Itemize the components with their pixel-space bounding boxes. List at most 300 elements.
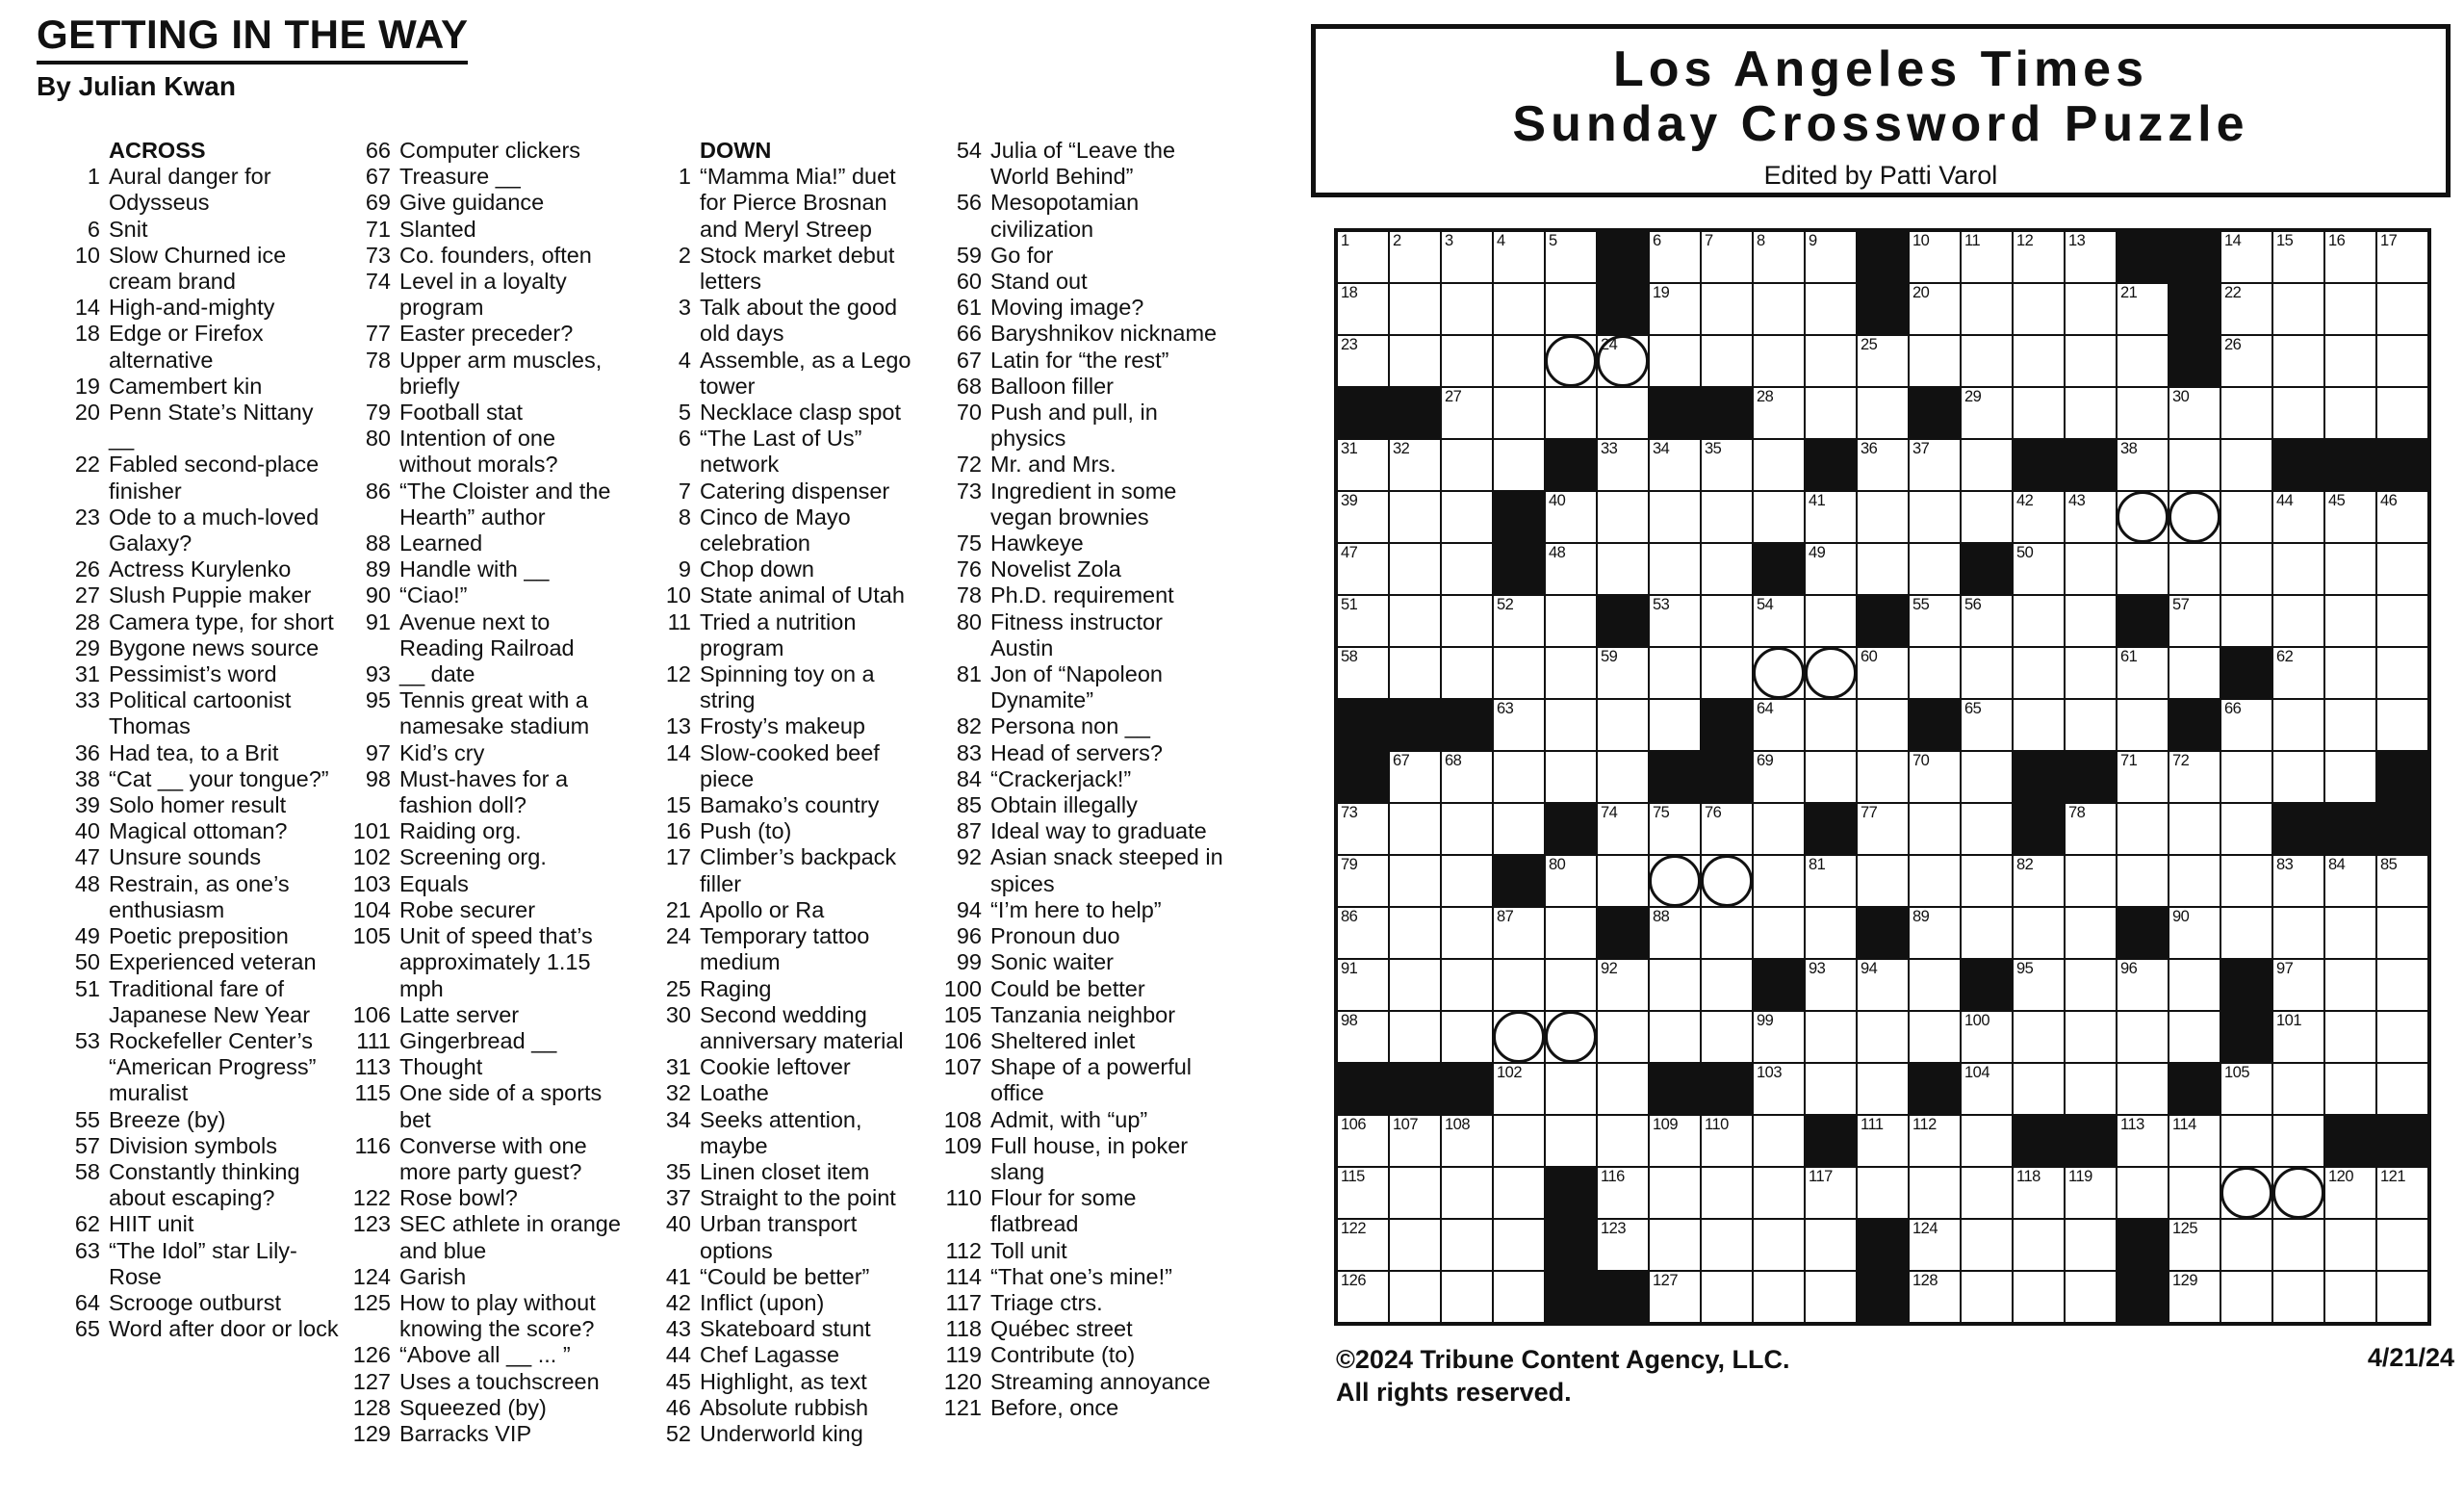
grid-cell[interactable] xyxy=(1598,1168,1648,1218)
grid-cell[interactable] xyxy=(2273,1012,2323,1062)
grid-cell[interactable] xyxy=(2273,232,2323,282)
grid-cell[interactable] xyxy=(2325,336,2375,386)
grid-cell[interactable] xyxy=(2377,1168,2427,1218)
grid-cell[interactable] xyxy=(1754,492,1804,542)
grid-cell[interactable] xyxy=(1494,1168,1544,1218)
grid-cell[interactable] xyxy=(1494,908,1544,958)
grid-cell[interactable] xyxy=(1910,1012,1960,1062)
grid-cell[interactable] xyxy=(1754,440,1804,490)
grid-cell[interactable] xyxy=(1494,336,1544,386)
grid-cell[interactable] xyxy=(2377,388,2427,438)
grid-cell[interactable] xyxy=(1494,752,1544,802)
grid-cell[interactable] xyxy=(1806,1220,1856,1270)
grid-cell[interactable] xyxy=(1390,752,1440,802)
grid-cell[interactable] xyxy=(1806,752,1856,802)
grid-cell[interactable] xyxy=(1858,388,1908,438)
grid-cell[interactable] xyxy=(2118,440,2168,490)
grid-cell[interactable] xyxy=(1338,960,1388,1010)
grid-cell[interactable] xyxy=(1338,544,1388,594)
grid-cell[interactable] xyxy=(1754,752,1804,802)
grid-cell[interactable] xyxy=(2118,544,2168,594)
grid-cell[interactable] xyxy=(1806,492,1856,542)
grid-cell[interactable] xyxy=(2377,1064,2427,1114)
grid-cell[interactable] xyxy=(1338,440,1388,490)
grid-cell[interactable] xyxy=(1598,388,1648,438)
grid-cell[interactable] xyxy=(1546,1064,1596,1114)
grid-cell[interactable] xyxy=(1442,1012,1492,1062)
grid-cell[interactable] xyxy=(2377,1272,2427,1322)
grid-cell[interactable] xyxy=(1910,440,1960,490)
grid-cell[interactable] xyxy=(2273,752,2323,802)
grid-cell[interactable] xyxy=(1910,908,1960,958)
grid-cell[interactable] xyxy=(1806,388,1856,438)
grid-cell[interactable] xyxy=(1910,1116,1960,1166)
grid-cell[interactable] xyxy=(1442,232,1492,282)
grid-cell[interactable] xyxy=(2221,544,2272,594)
grid-cell[interactable] xyxy=(1494,284,1544,334)
grid-cell[interactable] xyxy=(2066,1220,2116,1270)
grid-cell[interactable] xyxy=(1442,856,1492,906)
grid-cell[interactable] xyxy=(1390,336,1440,386)
grid-cell[interactable] xyxy=(1494,700,1544,750)
grid-cell[interactable] xyxy=(1702,596,1752,646)
grid-cell[interactable] xyxy=(1598,700,1648,750)
grid-cell[interactable] xyxy=(2066,700,2116,750)
grid-cell[interactable] xyxy=(1598,1012,1648,1062)
grid-cell[interactable] xyxy=(2169,1168,2220,1218)
grid-cell[interactable] xyxy=(1910,752,1960,802)
grid-cell[interactable] xyxy=(1858,1116,1908,1166)
grid-cell[interactable] xyxy=(2066,1064,2116,1114)
grid-cell[interactable] xyxy=(1910,960,1960,1010)
grid-cell[interactable] xyxy=(1962,1272,2012,1322)
grid-cell[interactable] xyxy=(2066,232,2116,282)
grid-cell[interactable] xyxy=(1338,596,1388,646)
grid-cell[interactable] xyxy=(2169,1220,2220,1270)
grid-cell[interactable] xyxy=(1390,1272,1440,1322)
grid-cell[interactable] xyxy=(1754,596,1804,646)
grid-cell[interactable] xyxy=(1338,1116,1388,1166)
grid-cell[interactable] xyxy=(1650,596,1700,646)
grid-cell[interactable] xyxy=(2169,804,2220,854)
grid-cell[interactable] xyxy=(2273,492,2323,542)
grid-cell[interactable] xyxy=(2066,1272,2116,1322)
grid-cell[interactable] xyxy=(1338,336,1388,386)
grid-cell[interactable] xyxy=(1962,492,2012,542)
grid-cell[interactable] xyxy=(2169,960,2220,1010)
grid-cell[interactable] xyxy=(1390,1116,1440,1166)
grid-cell[interactable] xyxy=(2066,648,2116,698)
grid-cell[interactable] xyxy=(1702,1272,1752,1322)
grid-cell[interactable] xyxy=(2118,1064,2168,1114)
grid-cell[interactable] xyxy=(2014,544,2064,594)
grid-cell[interactable] xyxy=(2325,752,2375,802)
grid-cell[interactable] xyxy=(2377,908,2427,958)
grid-cell[interactable] xyxy=(1598,960,1648,1010)
grid-cell[interactable] xyxy=(2221,232,2272,282)
grid-cell[interactable] xyxy=(1338,1012,1388,1062)
grid-cell[interactable] xyxy=(1806,1064,1856,1114)
grid-cell[interactable] xyxy=(1858,1168,1908,1218)
grid-cell[interactable] xyxy=(1702,648,1752,698)
grid-cell[interactable] xyxy=(1442,492,1492,542)
grid-cell[interactable] xyxy=(2118,336,2168,386)
grid-cell[interactable] xyxy=(2325,1012,2375,1062)
grid-cell[interactable] xyxy=(1598,440,1648,490)
grid-cell[interactable] xyxy=(1650,856,1700,906)
grid-cell[interactable] xyxy=(1962,388,2012,438)
grid-cell[interactable] xyxy=(1546,284,1596,334)
grid-cell[interactable] xyxy=(1754,388,1804,438)
grid-cell[interactable] xyxy=(2118,1168,2168,1218)
grid-cell[interactable] xyxy=(1494,1012,1544,1062)
grid-cell[interactable] xyxy=(1546,388,1596,438)
grid-cell[interactable] xyxy=(1390,440,1440,490)
grid-cell[interactable] xyxy=(1910,804,1960,854)
grid-cell[interactable] xyxy=(2221,1064,2272,1114)
grid-cell[interactable] xyxy=(2325,1272,2375,1322)
grid-cell[interactable] xyxy=(2325,232,2375,282)
grid-cell[interactable] xyxy=(1910,856,1960,906)
grid-cell[interactable] xyxy=(2014,336,2064,386)
grid-cell[interactable] xyxy=(1390,1220,1440,1270)
grid-cell[interactable] xyxy=(1494,1064,1544,1114)
grid-cell[interactable] xyxy=(1962,908,2012,958)
grid-cell[interactable] xyxy=(1754,700,1804,750)
grid-cell[interactable] xyxy=(1910,1220,1960,1270)
grid-cell[interactable] xyxy=(2118,1012,2168,1062)
grid-cell[interactable] xyxy=(1390,804,1440,854)
grid-cell[interactable] xyxy=(2014,1012,2064,1062)
grid-cell[interactable] xyxy=(2118,648,2168,698)
grid-cell[interactable] xyxy=(1650,700,1700,750)
grid-cell[interactable] xyxy=(1754,1116,1804,1166)
grid-cell[interactable] xyxy=(2014,388,2064,438)
grid-cell[interactable] xyxy=(2377,960,2427,1010)
grid-cell[interactable] xyxy=(2169,1012,2220,1062)
grid-cell[interactable] xyxy=(1754,232,1804,282)
grid-cell[interactable] xyxy=(2325,284,2375,334)
grid-cell[interactable] xyxy=(1546,1012,1596,1062)
grid-cell[interactable] xyxy=(1858,856,1908,906)
grid-cell[interactable] xyxy=(1546,1116,1596,1166)
grid-cell[interactable] xyxy=(1494,648,1544,698)
grid-cell[interactable] xyxy=(2169,752,2220,802)
grid-cell[interactable] xyxy=(2221,908,2272,958)
grid-cell[interactable] xyxy=(2221,1168,2272,1218)
grid-cell[interactable] xyxy=(1494,596,1544,646)
grid-cell[interactable] xyxy=(1754,1220,1804,1270)
grid-cell[interactable] xyxy=(1390,908,1440,958)
grid-cell[interactable] xyxy=(1754,1012,1804,1062)
grid-cell[interactable] xyxy=(2169,1116,2220,1166)
grid-cell[interactable] xyxy=(1338,856,1388,906)
grid-cell[interactable] xyxy=(2014,908,2064,958)
grid-cell[interactable] xyxy=(2118,804,2168,854)
grid-cell[interactable] xyxy=(1390,856,1440,906)
grid-cell[interactable] xyxy=(2221,336,2272,386)
grid-cell[interactable] xyxy=(1390,284,1440,334)
grid-cell[interactable] xyxy=(2169,544,2220,594)
grid-cell[interactable] xyxy=(2066,596,2116,646)
grid-cell[interactable] xyxy=(1910,544,1960,594)
grid-cell[interactable] xyxy=(2377,336,2427,386)
grid-cell[interactable] xyxy=(2377,232,2427,282)
grid-cell[interactable] xyxy=(1754,804,1804,854)
grid-cell[interactable] xyxy=(2014,1220,2064,1270)
grid-cell[interactable] xyxy=(1650,1012,1700,1062)
grid-cell[interactable] xyxy=(1806,596,1856,646)
grid-cell[interactable] xyxy=(1390,232,1440,282)
grid-cell[interactable] xyxy=(2169,388,2220,438)
grid-cell[interactable] xyxy=(2273,284,2323,334)
grid-cell[interactable] xyxy=(1806,1168,1856,1218)
grid-cell[interactable] xyxy=(1338,232,1388,282)
grid-cell[interactable] xyxy=(1754,908,1804,958)
grid-cell[interactable] xyxy=(2273,1168,2323,1218)
grid-cell[interactable] xyxy=(1962,440,2012,490)
grid-cell[interactable] xyxy=(1702,1168,1752,1218)
grid-cell[interactable] xyxy=(1806,908,1856,958)
grid-cell[interactable] xyxy=(2221,492,2272,542)
grid-cell[interactable] xyxy=(1494,804,1544,854)
grid-cell[interactable] xyxy=(2377,1012,2427,1062)
grid-cell[interactable] xyxy=(2273,700,2323,750)
grid-cell[interactable] xyxy=(1546,544,1596,594)
grid-cell[interactable] xyxy=(2377,492,2427,542)
grid-cell[interactable] xyxy=(1546,752,1596,802)
grid-cell[interactable] xyxy=(1390,492,1440,542)
grid-cell[interactable] xyxy=(1702,1116,1752,1166)
grid-cell[interactable] xyxy=(1650,1116,1700,1166)
grid-cell[interactable] xyxy=(1442,596,1492,646)
grid-cell[interactable] xyxy=(2273,960,2323,1010)
grid-cell[interactable] xyxy=(2273,1116,2323,1166)
grid-cell[interactable] xyxy=(1962,700,2012,750)
grid-cell[interactable] xyxy=(1962,1116,2012,1166)
grid-cell[interactable] xyxy=(2325,596,2375,646)
grid-cell[interactable] xyxy=(1650,492,1700,542)
grid-cell[interactable] xyxy=(2066,804,2116,854)
grid-cell[interactable] xyxy=(2118,752,2168,802)
grid-cell[interactable] xyxy=(1962,232,2012,282)
grid-cell[interactable] xyxy=(2169,492,2220,542)
grid-cell[interactable] xyxy=(2014,284,2064,334)
grid-cell[interactable] xyxy=(1598,544,1648,594)
grid-cell[interactable] xyxy=(2169,856,2220,906)
grid-cell[interactable] xyxy=(1806,544,1856,594)
grid-cell[interactable] xyxy=(1910,232,1960,282)
grid-cell[interactable] xyxy=(2273,856,2323,906)
grid-cell[interactable] xyxy=(2221,856,2272,906)
grid-cell[interactable] xyxy=(1806,284,1856,334)
grid-cell[interactable] xyxy=(2377,856,2427,906)
grid-cell[interactable] xyxy=(1806,1272,1856,1322)
grid-cell[interactable] xyxy=(2066,1012,2116,1062)
grid-cell[interactable] xyxy=(2273,908,2323,958)
grid-cell[interactable] xyxy=(1442,752,1492,802)
grid-cell[interactable] xyxy=(2221,596,2272,646)
grid-cell[interactable] xyxy=(2273,648,2323,698)
grid-cell[interactable] xyxy=(1546,856,1596,906)
grid-cell[interactable] xyxy=(2066,544,2116,594)
grid-cell[interactable] xyxy=(1442,1220,1492,1270)
grid-cell[interactable] xyxy=(1338,648,1388,698)
grid-cell[interactable] xyxy=(1338,284,1388,334)
grid-cell[interactable] xyxy=(2377,544,2427,594)
grid-cell[interactable] xyxy=(1650,1168,1700,1218)
grid-cell[interactable] xyxy=(1702,856,1752,906)
grid-cell[interactable] xyxy=(1962,856,2012,906)
grid-cell[interactable] xyxy=(1442,960,1492,1010)
grid-cell[interactable] xyxy=(1858,336,1908,386)
grid-cell[interactable] xyxy=(1650,648,1700,698)
grid-cell[interactable] xyxy=(1702,804,1752,854)
grid-cell[interactable] xyxy=(1546,232,1596,282)
grid-cell[interactable] xyxy=(1650,1272,1700,1322)
grid-cell[interactable] xyxy=(2169,440,2220,490)
grid-cell[interactable] xyxy=(1702,1012,1752,1062)
grid-cell[interactable] xyxy=(2325,388,2375,438)
grid-cell[interactable] xyxy=(1910,596,1960,646)
grid-cell[interactable] xyxy=(1442,804,1492,854)
grid-cell[interactable] xyxy=(1806,960,1856,1010)
grid-cell[interactable] xyxy=(1338,1272,1388,1322)
grid-cell[interactable] xyxy=(2014,492,2064,542)
grid-cell[interactable] xyxy=(1910,492,1960,542)
grid-cell[interactable] xyxy=(1806,856,1856,906)
grid-cell[interactable] xyxy=(1650,804,1700,854)
grid-cell[interactable] xyxy=(1702,908,1752,958)
grid-cell[interactable] xyxy=(1338,1168,1388,1218)
grid-cell[interactable] xyxy=(2118,1116,2168,1166)
grid-cell[interactable] xyxy=(1754,648,1804,698)
grid-cell[interactable] xyxy=(2377,1220,2427,1270)
grid-cell[interactable] xyxy=(2221,1220,2272,1270)
grid-cell[interactable] xyxy=(1858,440,1908,490)
grid-cell[interactable] xyxy=(2273,388,2323,438)
grid-cell[interactable] xyxy=(1546,908,1596,958)
grid-cell[interactable] xyxy=(2325,492,2375,542)
grid-cell[interactable] xyxy=(1442,908,1492,958)
grid-cell[interactable] xyxy=(2066,1168,2116,1218)
grid-cell[interactable] xyxy=(2325,544,2375,594)
grid-cell[interactable] xyxy=(1650,908,1700,958)
grid-cell[interactable] xyxy=(1806,700,1856,750)
grid-cell[interactable] xyxy=(1910,336,1960,386)
grid-cell[interactable] xyxy=(2377,596,2427,646)
grid-cell[interactable] xyxy=(1598,804,1648,854)
grid-cell[interactable] xyxy=(2014,700,2064,750)
grid-cell[interactable] xyxy=(2118,492,2168,542)
grid-cell[interactable] xyxy=(2325,856,2375,906)
grid-cell[interactable] xyxy=(1962,1168,2012,1218)
grid-cell[interactable] xyxy=(1858,648,1908,698)
grid-cell[interactable] xyxy=(1442,1168,1492,1218)
grid-cell[interactable] xyxy=(2066,492,2116,542)
grid-cell[interactable] xyxy=(2169,648,2220,698)
grid-cell[interactable] xyxy=(2118,960,2168,1010)
grid-cell[interactable] xyxy=(2118,388,2168,438)
grid-cell[interactable] xyxy=(1858,700,1908,750)
grid-cell[interactable] xyxy=(1962,596,2012,646)
grid-cell[interactable] xyxy=(1546,960,1596,1010)
grid-cell[interactable] xyxy=(1806,648,1856,698)
grid-cell[interactable] xyxy=(1962,284,2012,334)
grid-cell[interactable] xyxy=(1754,284,1804,334)
grid-cell[interactable] xyxy=(1442,336,1492,386)
grid-cell[interactable] xyxy=(1390,544,1440,594)
grid-cell[interactable] xyxy=(1702,336,1752,386)
grid-cell[interactable] xyxy=(1962,1012,2012,1062)
grid-cell[interactable] xyxy=(2325,908,2375,958)
grid-cell[interactable] xyxy=(1702,440,1752,490)
grid-cell[interactable] xyxy=(1754,1272,1804,1322)
grid-cell[interactable] xyxy=(1806,1012,1856,1062)
grid-cell[interactable] xyxy=(1442,1116,1492,1166)
grid-cell[interactable] xyxy=(2066,336,2116,386)
grid-cell[interactable] xyxy=(2014,960,2064,1010)
grid-cell[interactable] xyxy=(1806,336,1856,386)
grid-cell[interactable] xyxy=(1702,960,1752,1010)
grid-cell[interactable] xyxy=(1910,284,1960,334)
grid-cell[interactable] xyxy=(2169,596,2220,646)
grid-cell[interactable] xyxy=(1702,284,1752,334)
grid-cell[interactable] xyxy=(1650,284,1700,334)
grid-cell[interactable] xyxy=(2325,960,2375,1010)
grid-cell[interactable] xyxy=(2273,544,2323,594)
grid-cell[interactable] xyxy=(1598,336,1648,386)
grid-cell[interactable] xyxy=(2014,856,2064,906)
grid-cell[interactable] xyxy=(2014,648,2064,698)
grid-cell[interactable] xyxy=(2118,284,2168,334)
grid-cell[interactable] xyxy=(2325,648,2375,698)
grid-cell[interactable] xyxy=(1858,1064,1908,1114)
grid-cell[interactable] xyxy=(2221,700,2272,750)
grid-cell[interactable] xyxy=(2118,856,2168,906)
grid-cell[interactable] xyxy=(1494,1220,1544,1270)
grid-cell[interactable] xyxy=(2066,856,2116,906)
grid-cell[interactable] xyxy=(2066,388,2116,438)
grid-cell[interactable] xyxy=(1650,232,1700,282)
grid-cell[interactable] xyxy=(2377,700,2427,750)
grid-cell[interactable] xyxy=(1650,960,1700,1010)
grid-cell[interactable] xyxy=(1754,336,1804,386)
grid-cell[interactable] xyxy=(1858,960,1908,1010)
grid-cell[interactable] xyxy=(1650,336,1700,386)
grid-cell[interactable] xyxy=(1598,1220,1648,1270)
grid-cell[interactable] xyxy=(1390,596,1440,646)
grid-cell[interactable] xyxy=(2014,1064,2064,1114)
grid-cell[interactable] xyxy=(1858,1012,1908,1062)
grid-cell[interactable] xyxy=(1754,856,1804,906)
grid-cell[interactable] xyxy=(1546,700,1596,750)
grid-cell[interactable] xyxy=(2377,284,2427,334)
grid-cell[interactable] xyxy=(1546,648,1596,698)
grid-cell[interactable] xyxy=(1858,804,1908,854)
grid-cell[interactable] xyxy=(1390,1168,1440,1218)
grid-cell[interactable] xyxy=(2118,700,2168,750)
grid-cell[interactable] xyxy=(1962,648,2012,698)
grid-cell[interactable] xyxy=(1442,544,1492,594)
grid-cell[interactable] xyxy=(1598,1116,1648,1166)
grid-cell[interactable] xyxy=(1962,1064,2012,1114)
grid-cell[interactable] xyxy=(2273,336,2323,386)
grid-cell[interactable] xyxy=(2273,1220,2323,1270)
grid-cell[interactable] xyxy=(2273,1064,2323,1114)
grid-cell[interactable] xyxy=(1494,440,1544,490)
grid-cell[interactable] xyxy=(2325,1064,2375,1114)
